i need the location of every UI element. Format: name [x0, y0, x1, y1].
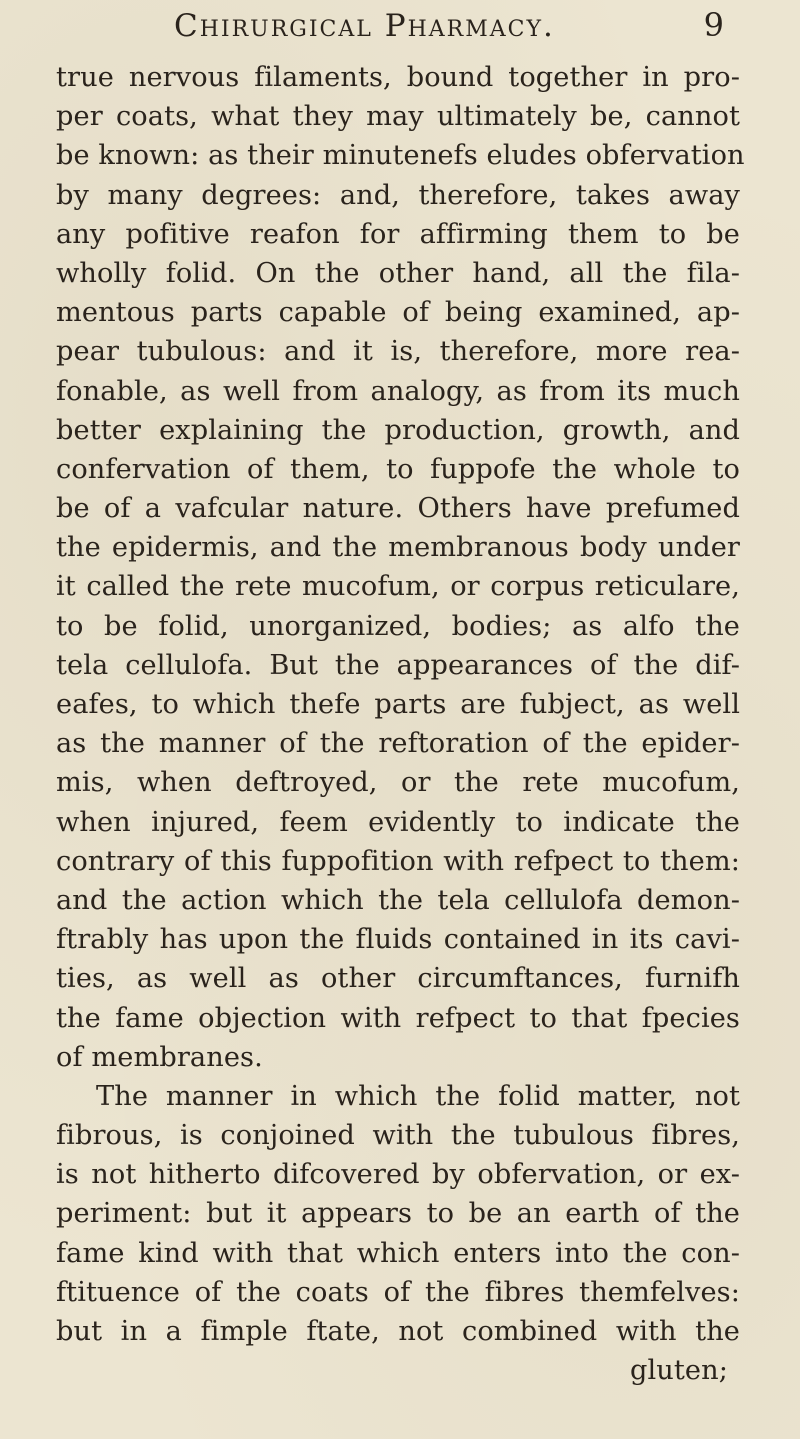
text-line: by many degrees: and, therefore, takes away	[56, 179, 740, 211]
page-number: 9	[703, 6, 724, 44]
text-line: fonable, as well from analogy, as from its much	[56, 375, 740, 407]
text-line: per coats, what they may ultimately be, cannot	[56, 101, 740, 133]
text-line: ftituence of the coats of the fibres themfelves:	[56, 1276, 740, 1308]
text-line: of membranes.	[56, 1041, 263, 1073]
text-line: The manner in which the folid matter, not	[96, 1080, 740, 1112]
text-line: any pofitive reafon for affirming them to be	[56, 218, 740, 250]
text-line: contrary of this fuppofition with refpect to them:	[56, 845, 740, 877]
text-line: to be folid, unorganized, bodies; as alfo the	[56, 610, 740, 642]
text-line: mis, when deftroyed, or the rete mucofum,	[56, 767, 740, 799]
text-line: be known: as their minutenefs eludes obfervation	[56, 140, 745, 172]
text-line: eafes, to which thefe parts are fubject, as well	[56, 689, 740, 720]
text-line: when injured, feem evidently to indicate the	[56, 806, 740, 838]
running-title: Chirurgical Pharmacy.	[174, 8, 555, 44]
text-line: wholly folid. On the other hand, all the fila-	[56, 257, 740, 289]
text-line: is not hitherto difcovered by obfervation, or ex-	[56, 1159, 740, 1191]
text-line: as the manner of the reftoration of the epider-	[56, 728, 740, 760]
catchword: gluten;	[630, 1355, 728, 1387]
text-line: mentous parts capable of being examined, ap-	[56, 297, 740, 329]
text-line: ftrably has upon the fluids contained in its cavi-	[56, 924, 740, 956]
text-line: fibrous, is conjoined with the tubulous fibres,	[56, 1120, 740, 1152]
text-line: pear tubulous: and it is, therefore, more rea-	[56, 336, 740, 368]
text-line: be of a vafcular nature. Others have prefumed	[56, 493, 740, 525]
text-line: it called the rete mucofum, or corpus reticulare,	[56, 571, 740, 603]
text-line: fame kind with that which enters into the con-	[56, 1237, 740, 1269]
text-line: tela cellulofa. But the appearances of the dif-	[56, 649, 740, 681]
text-line: periment: but it appears to be an earth of the	[56, 1198, 740, 1230]
text-line: true nervous filaments, bound together in pro-	[56, 62, 740, 93]
text-line: and the action which the tela cellulofa demon-	[56, 884, 740, 916]
body-text	[56, 58, 745, 1390]
text-line: but in a fimple ftate, not combined with the	[56, 1316, 740, 1347]
text-line: the fame objection with refpect to that fpecies	[56, 1002, 740, 1034]
text-line: better explaining the production, growth, and	[56, 414, 740, 446]
text-line: the epidermis, and the membranous body under	[56, 532, 740, 564]
text-line: confervation of them, to fuppofe the whole to	[56, 453, 740, 485]
running-head	[56, 6, 740, 58]
text-line: ties, as well as other circumftances, furnifh	[56, 963, 740, 995]
